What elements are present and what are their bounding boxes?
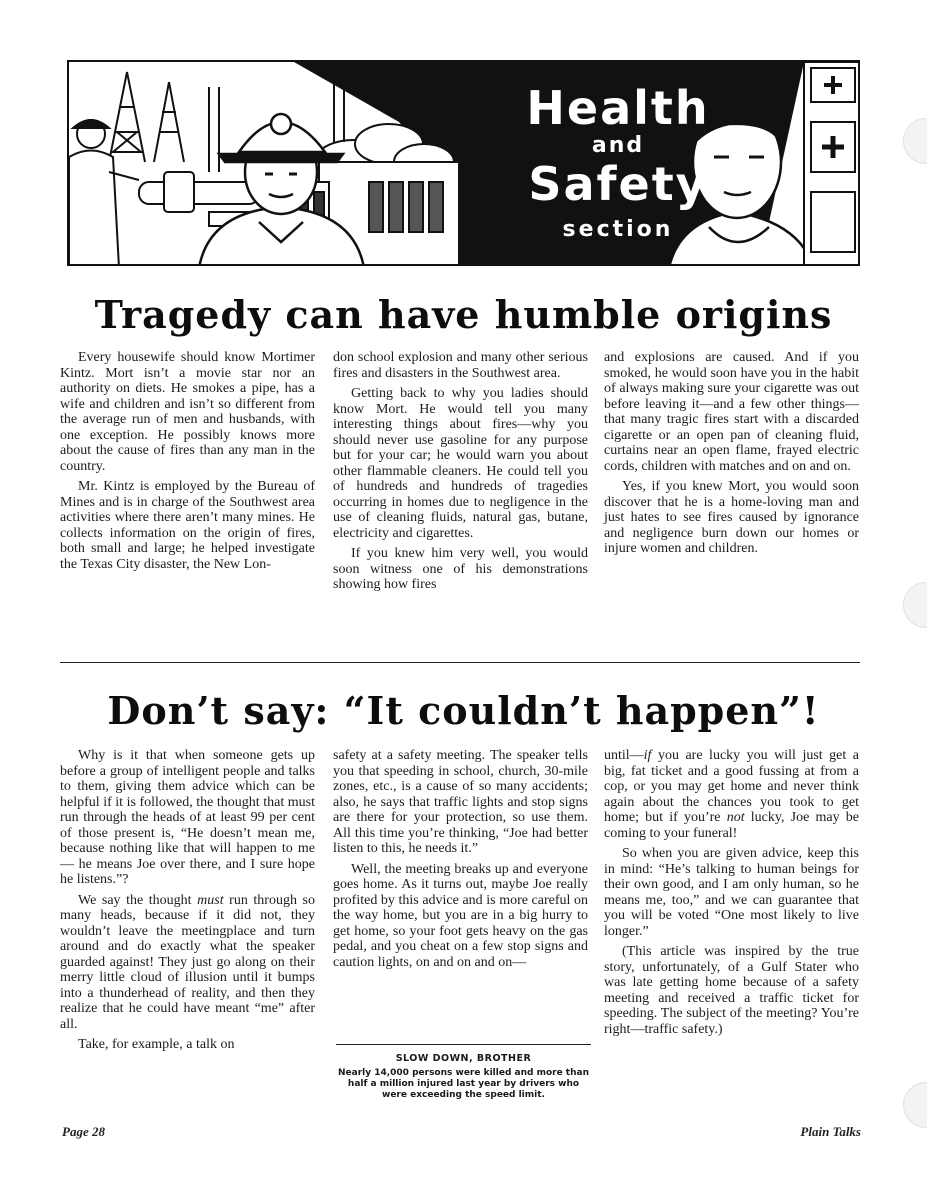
slow-down-sidebar: [336, 1044, 591, 1101]
banner-title-health: Health: [526, 81, 710, 135]
sidebar-title: SLOW DOWN, BROTHER: [395, 1053, 532, 1064]
article1-paragraph: and explosions are caused. And if you smoked, he would soon have you in the habit of always making sure your cigarette was out before leaving it—and a few other things—that many tragic fires start with a discarded cigarette or an open pan of cleaning fluid, curtains near an open flame, frayed electric cords, children with matches and on and on.: [604, 350, 859, 474]
binder-hole: [903, 1082, 927, 1128]
banner-title-and: and: [591, 133, 645, 158]
page-number: Page 28: [62, 1124, 105, 1139]
section-divider: [60, 662, 860, 663]
article2-paragraph: Why is it that when someone gets up before a group of intelligent people and talks to them, giving them advice which can be helpful if it is followed, the thought that must run through the heads of at least 99 per cent of those present is, “He doesn’t mean me, because nothing like that will happen to me — he means Joe over there, and I sure hope he listens.”?: [60, 748, 315, 887]
article2-paragraph: Well, the meeting breaks up and everyone goes home. As it turns out, maybe Joe really profited by this advice and is more careful on the way home, but you are in a big hurry to get home, so your foot gets heavy on the gas pedal, and you cheat on a few stop signs and caution lights, on and on and on—: [333, 861, 588, 970]
banner-illustration: [69, 62, 860, 266]
banner-title-safety: Safety: [528, 157, 708, 211]
article2-column-3: [604, 748, 859, 1042]
binder-hole: [903, 582, 927, 628]
article1-headline: Tragedy can have humble origins: [94, 292, 833, 337]
article1-paragraph: don school explosion and many other serious fires and disasters in the Southwest area.: [333, 350, 588, 381]
article1-paragraph: Every housewife should know Mortimer Kintz. Mort isn’t a movie star nor an authority on diets. He smokes a pipe, has a wife and children and isn’t so different from the average run of men and husbands, with one exception. He possibly knows more about the cause of fires than any man in the country.: [60, 350, 315, 474]
article2-paragraph: So when you are given advice, keep this in mind: “He’s talking to human beings for their own good, and I am only human, so he means me, too,” and we can guarantee that you will be voted “One most likely to live longer.”: [604, 846, 859, 939]
article1-paragraph: Getting back to why you ladies should know Mort. He would tell you many interesting things about fires—why you should never use gasoline for any purpose but for your car; he would warn you about other flammable cleaners. He could tell you of hundreds and hundreds of tragedies occurring in homes due to negligence in the use of cleaning fluids, natural gas, butane, electricity and cigarettes.: [333, 386, 588, 541]
article2-paragraph: until—if you are lucky you will just get a big, fat ticket and a good fussing at from a cop, or you may get home and never think again about the chances you took to get home; but if you’re not lucky, Joe may be coming to your funeral!: [604, 748, 859, 841]
article2-headline: Don’t say: “It couldn’t happen”!: [107, 688, 820, 733]
article2-paragraph: (This article was inspired by the true story, unfortunately, of a Gulf Stater who was late getting home because of a safety meeting and received a traffic ticket for speeding. The subject of the meeting? You’re right—traffic safety.): [604, 944, 859, 1037]
article2-column-2: [333, 748, 588, 975]
article1-column-3: [604, 350, 859, 562]
article1-column-1: [60, 350, 315, 577]
article2-paragraph: We say the thought must run through so many heads, because if it did not, they wouldn’t leave the meetingplace and turn around and do exactly what the speaker guarded against! They just go along on their merry little cloud of illusion until it bumps into a thunderhead of reality, and then they realize that he could have meant “me” after all.: [60, 892, 315, 1032]
binder-hole: [903, 118, 927, 164]
publication-name: Plain Talks: [800, 1124, 861, 1139]
banner-title-section: section: [562, 217, 674, 242]
health-safety-banner: [67, 60, 860, 266]
article2-column-1: [60, 748, 315, 1058]
article1-paragraph: Mr. Kintz is employed by the Bureau of Mines and is in charge of the Southwest area activities where there aren’t many mines. He collects information on the origin of fires, both small and large; he helped investigate the Texas City disaster, the New Lon-: [60, 479, 315, 572]
sidebar-body: Nearly 14,000 persons were killed and more than half a million injured last year by drivers who were exceeding the speed limit.: [337, 1068, 589, 1100]
banner-title: [523, 81, 713, 244]
article2-paragraph: safety at a safety meeting. The speaker tells you that speeding in school, church, 30-mile zones, etc., is a cause of so many accidents; also, he says that traffic lights and stop signs are there for your protection, so use them. All this time you’re thinking, “Joe had better listen to this, he needs it.”: [333, 748, 588, 856]
article1-paragraph: If you knew him very well, you would soon witness one of his demonstrations showing how fires: [333, 546, 588, 592]
article1-paragraph: Yes, if you knew Mort, you would soon discover that he is a home-loving man and just hates to see fires caused by ignorance and negligence burn down our homes or injure women and children.: [604, 479, 859, 556]
article1-column-2: [333, 350, 588, 598]
article2-paragraph: Take, for example, a talk on: [78, 1037, 235, 1052]
